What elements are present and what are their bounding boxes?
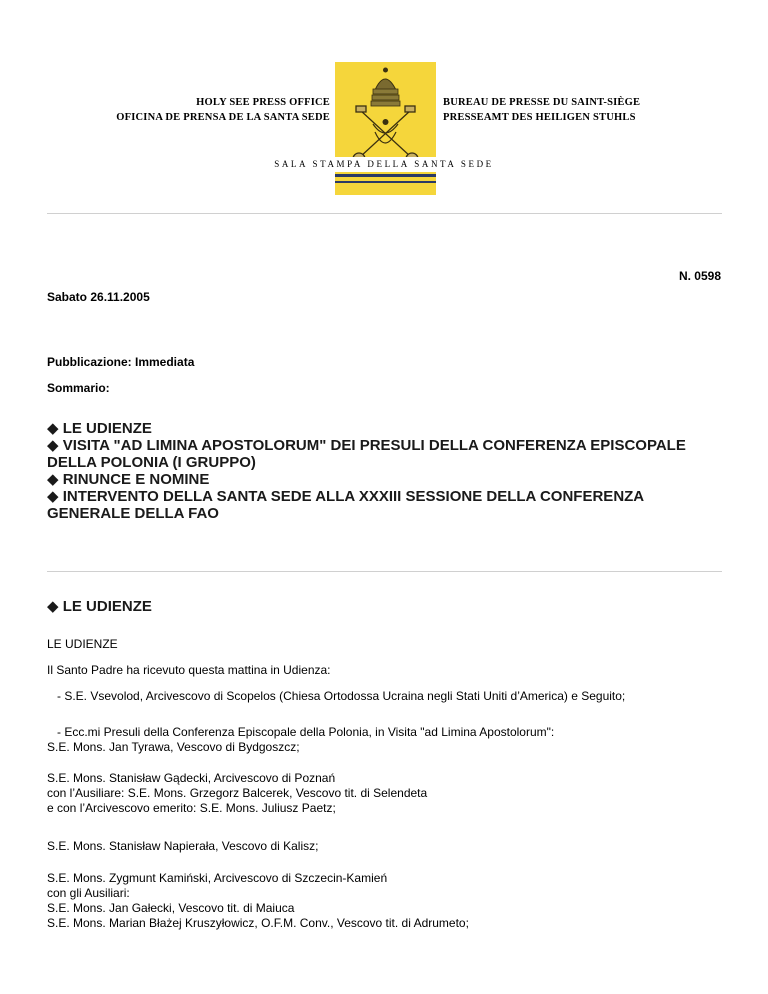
presseamt: PRESSEAMT DES HEILIGEN STUHLS (443, 112, 636, 123)
toc-item-udienze[interactable]: ◆ LE UDIENZE (47, 420, 152, 437)
bulletin-number: N. 0598 (678, 269, 721, 283)
bishop-line: con gli Ausiliari: (47, 886, 130, 900)
divider-middle (47, 571, 722, 572)
bishop-line: con l’Ausiliare: S.E. Mons. Grzegorz Balcerek, Vescovo tit. di Selendeta (47, 786, 428, 800)
section-subheading: LE UDIENZE (47, 637, 118, 651)
bishop-line: S.E. Mons. Jan Gałecki, Vescovo tit. di Maiuca (47, 901, 295, 915)
toc-item-visita[interactable]: ◆ VISITA "AD LIMINA APOSTOLORUM" DEI PRESULI DELLA CONFERENZA EPISCOPALE DELLA POLONIA (I GRUPPO) (47, 437, 686, 471)
bureau-de-presse: BUREAU DE PRESSE DU SAINT-SIÈGE (443, 97, 641, 108)
press-office-names-left (80, 95, 330, 125)
toc-item-fao[interactable]: ◆ INTERVENTO DELLA SANTA SEDE ALLA XXXIII SESSIONE DELLA CONFERENZA GENERALE DELLA FAO (47, 488, 644, 522)
holy-see-press-office: HOLY SEE PRESS OFFICE (196, 97, 330, 108)
audience-item-kalisz: S.E. Mons. Stanisław Napierała, Vescovo di Kalisz; (47, 839, 319, 853)
group-intro: - Ecc.mi Presuli della Conferenza Episcopale della Polonia, in Visita "ad Limina Apostolorum": (57, 725, 555, 739)
summary-list (47, 420, 727, 522)
audience-group-poznan (47, 771, 737, 816)
oficina-de-prensa: OFICINA DE PRENSA DE LA SANTA SEDE (116, 112, 330, 123)
intro-paragraph: Il Santo Padre ha ricevuto questa mattina in Udienza: (47, 663, 331, 677)
crest-band-stripe (335, 174, 436, 177)
bishop-line: S.E. Mons. Jan Tyrawa, Vescovo di Bydgoszcz; (47, 740, 300, 754)
bishop-line: e con l’Arcivescovo emerito: S.E. Mons. Juliusz Paetz; (47, 801, 336, 815)
audience-group-polonia (47, 725, 737, 755)
bishop-line: S.E. Mons. Stanisław Gądecki, Arcivescovo di Poznań (47, 771, 336, 785)
toc-item-rinunce[interactable]: ◆ RINUNCE E NOMINE (47, 471, 210, 488)
audience-item-vsevolod: - S.E. Vsevolod, Arcivescovo di Scopelos (Chiesa Ortodossa Ucraina negli Stati Uniti d’America) e Seguito; (57, 689, 626, 703)
audience-group-szczecin (47, 871, 737, 931)
bishop-line: S.E. Mons. Zygmunt Kamiński, Arcivescovo di Szczecin-Kamień (47, 871, 388, 885)
bishop-line: S.E. Mons. Marian Błażej Kruszyłowicz, O.F.M. Conv., Vescovo tit. di Adrumeto; (47, 916, 469, 930)
publication-status: Pubblicazione: Immediata (47, 355, 195, 369)
bulletin-date: Sabato 26.11.2005 (47, 290, 150, 304)
press-office-names-right (443, 95, 703, 125)
crest-band-stripe-2 (335, 181, 436, 183)
sala-stampa-title: SALA STAMPA DELLA SANTA SEDE (266, 157, 502, 172)
section-heading: ◆ LE UDIENZE (47, 598, 152, 615)
summary-label: Sommario: (47, 381, 110, 395)
divider-top (47, 213, 722, 214)
